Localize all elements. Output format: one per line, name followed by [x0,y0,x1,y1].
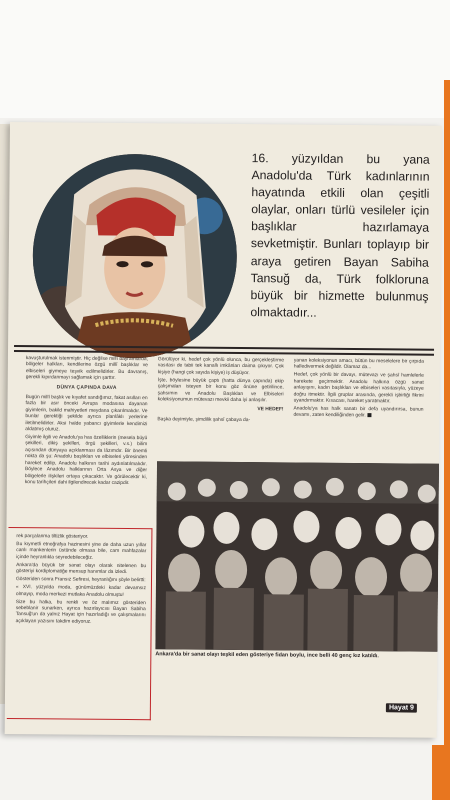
paragraph [293,407,423,421]
paragraph: Gösteriden sonra Fransız Sefiresi, heyranlığını şöyle belirtti: [15,577,146,584]
divider-rule [14,350,434,356]
section-heading: DÜNYA ÇAPINDA DAVA [56,385,117,391]
article-column-right [293,358,424,422]
paragraph: Görülüyor ki, hedef çok yönlü olunca, bu gerçekleştirme vasıtası de tabii tek kanallı imkânları daima çıkıyor. Çok kişiye (hangi çok sayıda kişiye) iş düşüyor. [157,357,284,376]
paragraph: İşte, böylesine büyük çaptı (hatta dünya çapında) ekip çalışmaları isteyen bir konu göz önüne getirilince, şahsımın ve Anadolu Başlıkları ve Elbiseleri koleksiyonumun mütevazı mevkii daha iyi anlaşılır. [157,378,284,404]
paragraph: Giyimle ilgili ve Anadolu'ya has özelliklerin (mesela büyü şekilleri, dikiş şekilleri, örgü şekilleri, v.s.) bilim açısından dünyaya açıklanması da lâzımdır. Bir önemli nokta da şu: Anadolu başlıkları ve elbiseleri yöresinden hareket edilip, Anadolu halkının tarihi aydınlatılmalıdır. Böylece Anadolu halklarının Orta Asya ve diğer bölgelerle ilişkileri ortaya çıkacaktır. Ve görülecektir ki, konu tarihçileri dahi ilgilendirecek kadar cazipdir. [24,435,148,486]
background-strip-lower [432,745,450,800]
magazine-page [5,122,442,738]
end-mark-icon [368,414,372,418]
paragraph: « XVI. yüzyılda moda, günümüzdeki kadar devamsız olmayıp, moda merkezi mutlaka Anadolu olmuştu! [15,585,146,598]
photo-caption: Ankara'da bir sanat olayı teşkil eden gösteriye fidan boylu, ince belli 40 genç kız katıldı. [155,651,379,660]
group-photo [155,461,439,651]
paragraph: kavuşturulmak istenmiştir. Hiç değilse millî bayramlarda, bölgeler halkları, kendilerine özgü millî başlıklar ve elbiseleri giymeye teşvik edilmelidirler. Bu davranış, gerekli kıpırdanmayı sağlamak için şarttır. [25,356,148,382]
paragraph: Size bu halka, bu renkli ve öz malımız gösteriden sebeblanir sunarken, ayrıca hazırlayıcısı Bayan Sabiha Tansuğ'un da yalnız Hayat için hazırladığı ve çalışmalarını açıklayan yazısını takdim ediyoruz. [15,599,146,625]
background-strip [444,80,450,800]
paragraph-text: Anadolu'ya has halk sanatı bir defa uyandırırsa, bunun devamı, zaten kendiliğinden gelir. [293,406,424,419]
paragraph: Bu kıymetli etnoğrafya hazinesini yine de daha uzun yıllar canlı mankenlerin üstünde olmasa bile, cam mahfazalar içinde heyranlıkla seyredebileceğiz. [16,542,147,561]
page-footer: Hayat 9 [386,703,417,712]
section-heading: VE HEDEF! [257,407,284,413]
paragraph: Başka deyimiyle, şimdilik şahsî çabaya da- [157,417,251,423]
background-wall [0,0,450,118]
paragraph: Hedef, çok yönlü bir davayı, mütevazı ve şahsî hamlelerle harekete geçirmektir. Anadolu halkına özgü sanat anlayışını, kadın başlıkları ve elbiseleri vasıtasıyla, yüzeye doğru itmektir. İlgili gruplar arasında, gerekli işbirliği fikrini uyandırmaktır. Kısacası, hareket yaratmaktır. [293,372,424,405]
paragraph: Bugün millî başlık ve kıyafet sandığımız, fakat asılları en fazla bir asır önceki Avrupa modasına dayanan giyimlerin, bakild mahiyetleri meydana çıkarılmalıdır. Ve bunlar gerektiği şekilde ayrıca planlâklı yerlerine iletilmelidirler. Aksi halde yabancı giyimlerle kendimizi aldatmış oluruz. [25,395,148,433]
portrait-photo [32,153,238,359]
intro-text: 16. yüzyıldan bu yana Anadolu'da Türk kadınlarının hayatında etkili olan çeşitli olaylar, onları türlü vesileler için başlıklar hazırlamaya sevketmiştir. Bunları toplayıp bir araya getiren Bayan Sabiha Tansuğ da, Türk folkloruna büyük bir hizmette bulunmuş olmaktadır... [250,151,430,320]
article-column-lower-left [16,534,147,628]
paragraph: Ankara'da büyük bir sanat olayı olarak nitelenen bu gösteriyi kordiplomatiğe mensup hanımlar da izledi. [16,562,147,576]
article-column-left [25,356,148,489]
paragraph: rek parçalanma tiltizlik gösteriyor. [16,534,89,540]
article-column-middle [157,357,284,426]
paragraph: yanan koleksiyonun amacı, bütün bu meselelere bir çırpıda halledivermek değildir. Olamaz da... [293,358,424,371]
